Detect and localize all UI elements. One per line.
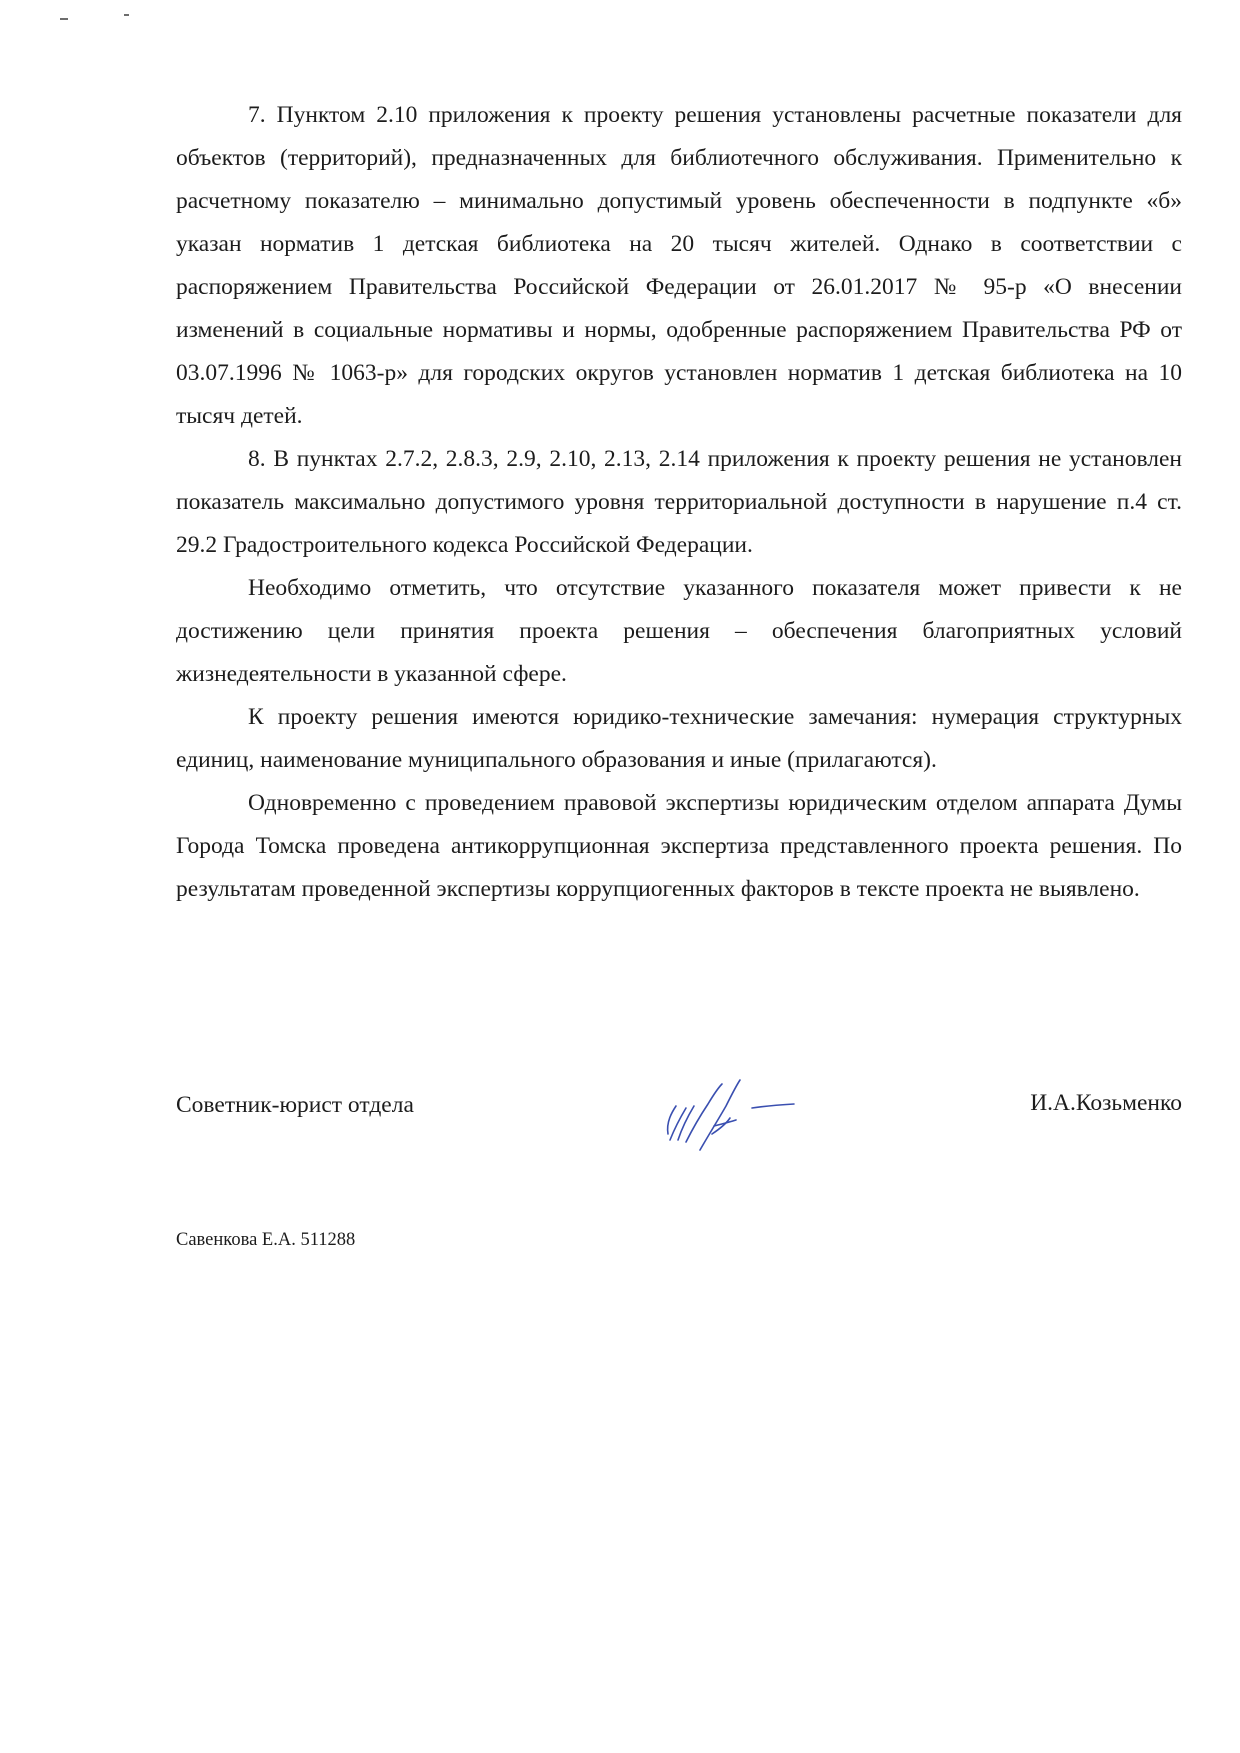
scan-artifact xyxy=(60,18,68,20)
paragraph-remarks: К проекту решения имеются юридико-технические замечания: нумерация структурных единиц, наименование муниципального образования и иные (прилагаются). xyxy=(176,704,1182,773)
signatory-name: И.А.Козьменко xyxy=(1030,1090,1182,1116)
paragraph-anticorruption: Одновременно с проведением правовой экспертизы юридическим отделом аппарата Думы Города Томска проведена антикоррупционная экспертиза представленного проекта решения. По результатам проведенной экспертизы коррупциогенных факторов в тексте проекта не выявлено. xyxy=(176,790,1182,902)
executor-contact: Савенкова Е.А. 511288 xyxy=(176,1230,356,1250)
document-body xyxy=(176,94,1182,911)
signature-block xyxy=(176,1084,1182,1124)
signatory-position: Советник-юрист отдела xyxy=(176,1092,414,1118)
paragraph-note: Необходимо отметить, что отсутствие указанного показателя может привести к не достижению цели принятия проекта решения – обеспечения благоприятных условий жизнедеятельности в указанной сфере. xyxy=(176,575,1182,687)
paragraph-8-accessibility: 8. В пунктах 2.7.2, 2.8.3, 2.9, 2.10, 2.13, 2.14 приложения к проекту решения не установлен показатель максимально допустимого уровня территориальной доступности в нарушение п.4 ст. 29.2 Градостроительного кодекса Российской Федерации. xyxy=(176,446,1182,558)
scan-artifact xyxy=(124,14,129,16)
paragraph-7-library-norms: 7. Пунктом 2.10 приложения к проекту решения установлены расчетные показатели для объектов (территорий), предназначенных для библиотечного обслуживания. Применительно к расчетному показателю – минимально допустимый уровень обеспеченности в подпункте «б» указан норматив 1 детская библиотека на 20 тысяч жителей. Однако в соответствии с распоряжением Правительства Российской Федерации от 26.01.2017 № 95-р «О внесении изменений в социальные нормативы и нормы, одобренные распоряжением Правительства РФ от 03.07.1996 № 1063-р» для городских округов установлен норматив 1 детская библиотека на 10 тысяч детей. xyxy=(176,102,1182,429)
handwritten-signature-icon xyxy=(656,1064,816,1164)
